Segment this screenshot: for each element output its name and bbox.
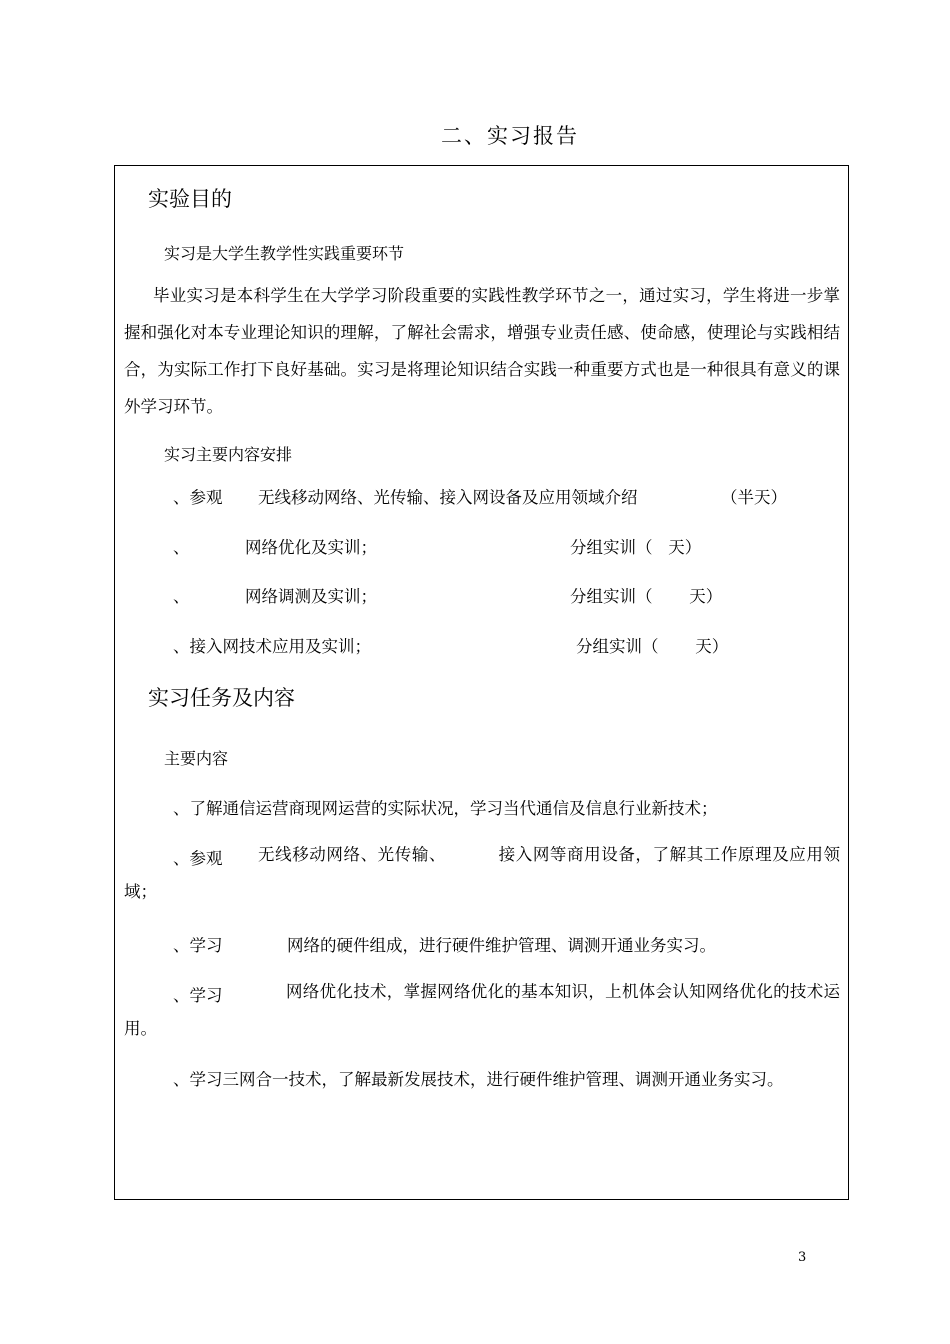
task-item-2-text: 无线移动网络、光传输、 接入网等商用设备，了解其工作原理及应用领域；: [124, 845, 840, 901]
page-title: 二、实习报告: [441, 124, 579, 148]
task-item-1: 、了解通信运营商现网运营的实际状况，学习当代通信及信息行业新技术；: [173, 799, 718, 818]
task-item-4-lead: 、学习: [173, 986, 223, 1005]
arrangement-item-1-right: （半天）: [721, 488, 787, 507]
arrangement-item-2-middle: 网络优化及实训；: [245, 538, 377, 557]
arrangement-item-2-left: 、: [173, 538, 190, 557]
section-heading-purpose: 实验目的: [148, 187, 232, 211]
arrangement-item-1-middle: 无线移动网络、光传输、接入网设备及应用领域介绍: [258, 488, 638, 507]
purpose-paragraph: 毕业实习是本科学生在大学学习阶段重要的实践性教学环节之一，通过实习，学生将进一步掌握和强化对本专业理论知识的理解，了解社会需求，增强专业责任感、使命感，使理论与实践相结合，为实际工作打下良好基础。实习是将理论知识结合实践一种重要方式也是一种很具有意义的课外学习环节。: [124, 286, 840, 416]
subheading-arrangement: 实习主要内容安排: [164, 445, 293, 464]
section-heading-tasks: 实习任务及内容: [148, 686, 295, 710]
task-item-4-text: 网络优化技术，掌握网络优化的基本知识，上机体会认知网络优化的技术运用。: [124, 982, 840, 1038]
subheading-main-content: 主要内容: [164, 749, 229, 768]
arrangement-item-4-right: 分组实训（ 天）: [576, 637, 729, 656]
arrangement-item-2-right: 分组实训（ 天）: [570, 538, 702, 557]
task-item-3-lead: 、学习: [173, 936, 223, 955]
subheading-practice-importance: 实习是大学生教学性实践重要环节: [164, 244, 405, 263]
task-item-3-text: 网络的硬件组成，进行硬件维护管理、调测开通业务实习。: [287, 936, 716, 955]
task-item-5: 、学习三网合一技术，了解最新发展技术，进行硬件维护管理、调测开通业务实习。: [173, 1070, 784, 1089]
arrangement-item-3-right: 分组实训（ 天）: [570, 587, 723, 606]
task-item-2-lead: 、参观: [173, 849, 223, 868]
arrangement-item-3-middle: 网络调测及实训；: [245, 587, 377, 606]
arrangement-item-4-left: 、接入网技术应用及实训；: [173, 637, 371, 656]
page-number: 3: [798, 1250, 807, 1265]
arrangement-item-3-left: 、: [173, 587, 190, 606]
arrangement-item-1-left: 、参观: [173, 488, 223, 507]
